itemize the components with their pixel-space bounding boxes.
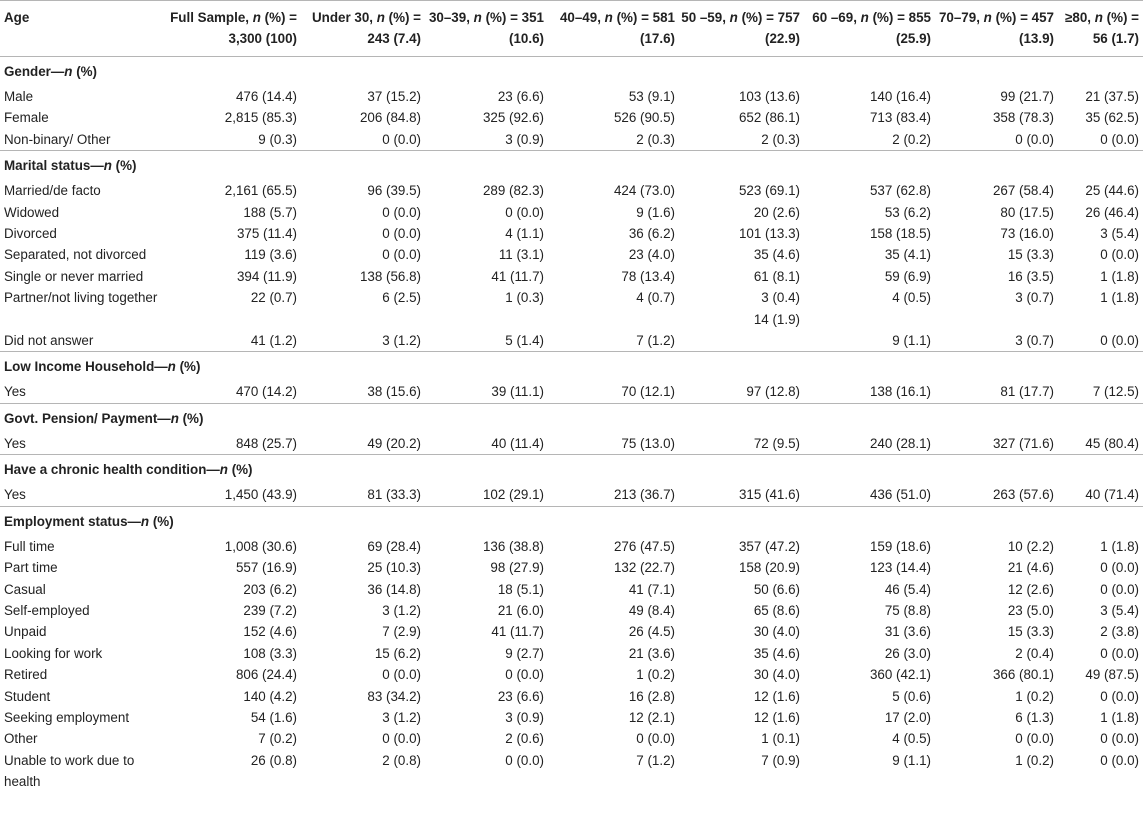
table-cell: 11 (3.1) bbox=[498, 247, 544, 263]
table-cell bbox=[679, 287, 804, 330]
table-cell: 9 (1.1) bbox=[892, 752, 931, 768]
section-title: Marital status—n (%) bbox=[0, 151, 1143, 181]
row-label: Male bbox=[4, 89, 34, 104]
table-row bbox=[0, 202, 1143, 223]
table-row bbox=[0, 664, 1143, 685]
table-cell: 23 (6.6) bbox=[497, 89, 544, 104]
table-cell: 46 (5.4) bbox=[884, 581, 931, 597]
table-cell: 3 (5.4) bbox=[1100, 602, 1139, 618]
table-cell: 49 (8.4) bbox=[628, 602, 675, 618]
table-cell: 0 (0.0) bbox=[1100, 752, 1139, 768]
table-cell: 557 (16.9) bbox=[235, 560, 297, 576]
table-cell: 0 (0.0) bbox=[382, 204, 421, 220]
table-cell: 41 (7.1) bbox=[628, 581, 675, 597]
table-cell: 103 (13.6) bbox=[738, 89, 800, 104]
table-row bbox=[0, 536, 1143, 557]
table-cell: 315 (41.6) bbox=[738, 487, 800, 503]
section-header bbox=[0, 455, 1143, 485]
table-cell: 30 (4.0) bbox=[753, 667, 800, 683]
table-cell: 50 (6.6) bbox=[753, 581, 800, 597]
table-cell: 12 (1.6) bbox=[753, 688, 800, 704]
section-title: Govt. Pension/ Payment—n (%) bbox=[0, 403, 1143, 433]
header-row bbox=[0, 1, 1143, 57]
table-cell: 78 (13.4) bbox=[621, 268, 675, 284]
table-cell: 35 (4.6) bbox=[753, 247, 800, 263]
table-cell: 138 (16.1) bbox=[869, 384, 931, 400]
table-cell: 69 (28.4) bbox=[367, 538, 421, 554]
table-row bbox=[0, 180, 1143, 201]
table-cell: 138 (56.8) bbox=[359, 268, 421, 284]
table-cell: 0 (0.0) bbox=[636, 731, 675, 747]
table-cell: 65 (8.6) bbox=[753, 602, 800, 618]
table-cell: 21 (3.6) bbox=[628, 645, 675, 661]
header-col-7: ≥80, n (%) = 56 (1.7) bbox=[1058, 1, 1143, 57]
table-cell: 2,161 (65.5) bbox=[224, 183, 297, 199]
table-cell: 102 (29.1) bbox=[482, 487, 544, 503]
row-label: Female bbox=[4, 110, 49, 126]
table-row bbox=[0, 750, 1143, 793]
table-cell: 41 (11.7) bbox=[491, 624, 544, 640]
table-cell: 806 (24.4) bbox=[235, 667, 297, 683]
header-col-6: 70–79, n (%) = 457 (13.9) bbox=[935, 1, 1058, 57]
table-cell: 152 (4.6) bbox=[243, 624, 297, 640]
table-cell: 0 (0.0) bbox=[382, 247, 421, 263]
row-label: Separated, not divorced bbox=[4, 247, 147, 263]
table-cell: 26 (3.0) bbox=[884, 645, 931, 661]
table-cell: 470 (14.2) bbox=[235, 384, 297, 400]
table-cell: 3 (1.2) bbox=[382, 602, 421, 618]
table-cell: 36 (14.8) bbox=[367, 581, 421, 597]
table-cell: 213 (36.7) bbox=[613, 487, 675, 503]
table-cell: 80 (17.5) bbox=[1000, 204, 1054, 220]
table-cell: 136 (38.8) bbox=[482, 538, 544, 554]
table-row bbox=[0, 266, 1143, 287]
table-cell: 424 (73.0) bbox=[613, 183, 675, 199]
table-cell: 39 (11.1) bbox=[491, 384, 544, 400]
row-label: Non-binary/ Other bbox=[4, 131, 111, 147]
table-cell: 9 (1.6) bbox=[636, 204, 675, 220]
row-label: Seeking employment bbox=[4, 709, 130, 725]
table-cell: 240 (28.1) bbox=[869, 435, 931, 451]
table-cell: 1 (0.1) bbox=[761, 731, 800, 747]
table-cell: 327 (71.6) bbox=[992, 435, 1054, 451]
table-cell: 523 (69.1) bbox=[738, 183, 800, 199]
table-cell bbox=[679, 330, 804, 352]
table-cell: 3 (1.2) bbox=[382, 709, 421, 725]
table-cell: 108 (3.3) bbox=[243, 645, 297, 661]
table-cell: 16 (2.8) bbox=[628, 688, 675, 704]
table-cell: 7 (0.2) bbox=[258, 731, 297, 747]
table-cell: 203 (6.2) bbox=[243, 581, 297, 597]
table-cell: 1 (1.8) bbox=[1100, 538, 1139, 554]
table-cell: 0 (0.0) bbox=[505, 752, 544, 768]
row-label: Full time bbox=[4, 538, 55, 554]
section-header bbox=[0, 57, 1143, 87]
table-row bbox=[0, 223, 1143, 244]
table-cell: 1 (1.8) bbox=[1100, 709, 1139, 725]
table-cell: 9 (2.7) bbox=[505, 645, 544, 661]
table-cell: 23 (4.0) bbox=[628, 247, 675, 263]
table-cell: 25 (10.3) bbox=[367, 560, 421, 576]
table-row bbox=[0, 86, 1143, 107]
table-cell: 15 (6.2) bbox=[374, 645, 421, 661]
table-cell: 18 (5.1) bbox=[497, 581, 544, 597]
table-cell: 7 (0.9) bbox=[761, 752, 800, 768]
table-cell: 73 (16.0) bbox=[1000, 226, 1054, 242]
table-cell: 3 (0.9) bbox=[505, 709, 544, 725]
table-cell: 53 (9.1) bbox=[628, 89, 675, 104]
table-cell: 0 (0.0) bbox=[1100, 581, 1139, 597]
table-cell: 4 (1.1) bbox=[505, 226, 544, 242]
table-cell: 3 (0.9) bbox=[505, 131, 544, 147]
table-cell: 7 (1.2) bbox=[636, 752, 675, 768]
table-cell: 35 (4.1) bbox=[884, 247, 931, 263]
row-label: Part time bbox=[4, 560, 58, 576]
table-cell: 6 (1.3) bbox=[1015, 709, 1054, 725]
table-cell: 26 (4.5) bbox=[628, 624, 675, 640]
table-cell: 7 (2.9) bbox=[382, 624, 421, 640]
row-label: Yes bbox=[4, 384, 26, 400]
table-cell: 17 (2.0) bbox=[884, 709, 931, 725]
table-cell: 53 (6.2) bbox=[884, 204, 931, 220]
table-row bbox=[0, 381, 1143, 403]
table-cell: 436 (51.0) bbox=[869, 487, 931, 503]
table-row bbox=[0, 107, 1143, 128]
table-cell: 3 (1.2) bbox=[382, 333, 421, 349]
table-row bbox=[0, 728, 1143, 749]
table-cell: 101 (13.3) bbox=[738, 226, 800, 242]
table-cell: 4 (0.7) bbox=[636, 290, 675, 306]
table-cell: 3 (0.7) bbox=[1015, 333, 1054, 349]
row-label: Married/de facto bbox=[4, 183, 101, 199]
table-cell: 206 (84.8) bbox=[359, 110, 421, 126]
table-cell: 3 (5.4) bbox=[1100, 226, 1139, 242]
table-cell: 0 (0.0) bbox=[505, 667, 544, 683]
table-cell: 70 (12.1) bbox=[621, 384, 675, 400]
table-cell: 158 (20.9) bbox=[738, 560, 800, 576]
table-cell: 25 (44.6) bbox=[1085, 183, 1139, 199]
table-cell: 2 (0.8) bbox=[382, 752, 421, 768]
section-header bbox=[0, 151, 1143, 181]
table-cell: 5 (1.4) bbox=[505, 333, 544, 349]
table-cell: 366 (80.1) bbox=[992, 667, 1054, 683]
table-cell: 358 (78.3) bbox=[992, 110, 1054, 126]
table-cell: 22 (0.7) bbox=[250, 290, 297, 306]
table-cell: 0 (0.0) bbox=[382, 731, 421, 747]
table-row bbox=[0, 579, 1143, 600]
table-cell: 9 (1.1) bbox=[892, 333, 931, 349]
table-cell: 15 (3.3) bbox=[1007, 247, 1054, 263]
table-cell: 1,450 (43.9) bbox=[224, 487, 297, 503]
table-cell: 2 (0.3) bbox=[636, 131, 675, 147]
table-cell: 267 (58.4) bbox=[992, 183, 1054, 199]
table-cell: 526 (90.5) bbox=[613, 110, 675, 126]
table-cell: 0 (0.0) bbox=[1015, 731, 1054, 747]
table-cell: 45 (80.4) bbox=[1085, 435, 1139, 451]
section-title: Low Income Household—n (%) bbox=[0, 352, 1143, 382]
table-cell: 1 (0.2) bbox=[636, 667, 675, 683]
table-row bbox=[0, 557, 1143, 578]
table-cell: 3 (0.7) bbox=[1015, 290, 1054, 306]
table-cell: 35 (62.5) bbox=[1085, 110, 1139, 126]
table-cell: 123 (14.4) bbox=[869, 560, 931, 576]
table-cell: 21 (37.5) bbox=[1085, 89, 1139, 104]
header-col-0: Full Sample, n (%) = 3,300 (100) bbox=[162, 1, 301, 57]
table-cell: 31 (3.6) bbox=[884, 624, 931, 640]
table-cell: 0 (0.0) bbox=[1100, 688, 1139, 704]
table-row bbox=[0, 330, 1143, 352]
table-cell: 99 (21.7) bbox=[1000, 89, 1054, 104]
row-label: Looking for work bbox=[4, 645, 103, 661]
section-title: Gender—n (%) bbox=[4, 64, 98, 79]
table-cell: 713 (83.4) bbox=[869, 110, 931, 126]
header-col-4: 50 –59, n (%) = 757 (22.9) bbox=[679, 1, 804, 57]
table-cell: 140 (16.4) bbox=[869, 89, 931, 104]
table-cell: 289 (82.3) bbox=[482, 183, 544, 199]
table-cell: 1 (1.8) bbox=[1100, 290, 1139, 306]
table-cell: 81 (33.3) bbox=[367, 487, 421, 503]
table-cell: 0 (0.0) bbox=[1100, 247, 1139, 263]
row-label: Casual bbox=[4, 581, 46, 597]
section-header bbox=[0, 506, 1143, 536]
row-label: Other bbox=[4, 731, 38, 747]
row-label: Widowed bbox=[4, 204, 60, 220]
table-cell: 325 (92.6) bbox=[482, 110, 544, 126]
table-cell: 21 (4.6) bbox=[1007, 560, 1054, 576]
table-cell: 16 (3.5) bbox=[1007, 268, 1054, 284]
table-cell: 6 (2.5) bbox=[382, 290, 421, 306]
table-cell: 0 (0.0) bbox=[382, 131, 421, 147]
table-cell: 37 (15.2) bbox=[367, 89, 421, 104]
table-cell: 0 (0.0) bbox=[505, 204, 544, 220]
table-cell: 26 (0.8) bbox=[250, 752, 297, 768]
table-row bbox=[0, 484, 1143, 506]
row-label: Yes bbox=[4, 487, 26, 503]
table-cell: 537 (62.8) bbox=[869, 183, 931, 199]
table-cell: 132 (22.7) bbox=[613, 560, 675, 576]
table-cell: 2 (0.3) bbox=[761, 131, 800, 147]
table-cell: 5 (0.6) bbox=[892, 688, 931, 704]
table-cell: 30 (4.0) bbox=[753, 624, 800, 640]
table-cell: 26 (46.4) bbox=[1085, 204, 1139, 220]
table-cell: 1 (0.2) bbox=[1015, 752, 1054, 768]
table-cell: 2 (0.2) bbox=[892, 131, 931, 147]
table-cell: 2 (0.4) bbox=[1015, 645, 1054, 661]
table-cell: 1,008 (30.6) bbox=[224, 538, 297, 554]
table-row bbox=[0, 600, 1143, 621]
section-header bbox=[0, 403, 1143, 433]
table-cell-line: 3 (0.4) bbox=[761, 290, 800, 306]
header-col-3: 40–49, n (%) = 581 (17.6) bbox=[548, 1, 679, 57]
section-title: Have a chronic health condition—n (%) bbox=[0, 455, 1143, 485]
table-row bbox=[0, 686, 1143, 707]
table-cell: 15 (3.3) bbox=[1007, 624, 1054, 640]
table-cell: 158 (18.5) bbox=[869, 226, 931, 242]
header-col-1: Under 30, n (%) = 243 (7.4) bbox=[301, 1, 425, 57]
table-cell: 0 (0.0) bbox=[382, 667, 421, 683]
table-cell: 0 (0.0) bbox=[382, 226, 421, 242]
table-row bbox=[0, 621, 1143, 642]
table-cell: 41 (1.2) bbox=[250, 333, 297, 349]
table-row bbox=[0, 707, 1143, 728]
table-cell: 2,815 (85.3) bbox=[224, 110, 297, 126]
table-cell: 1 (0.2) bbox=[1015, 688, 1054, 704]
table-cell: 394 (11.9) bbox=[236, 268, 297, 284]
table-cell: 35 (4.6) bbox=[753, 645, 800, 661]
table-body bbox=[0, 57, 1143, 793]
table-cell: 54 (1.6) bbox=[250, 709, 297, 725]
table-cell: 263 (57.6) bbox=[992, 487, 1054, 503]
table-cell: 140 (4.2) bbox=[243, 688, 297, 704]
table-cell: 239 (7.2) bbox=[243, 602, 297, 618]
table-row bbox=[0, 287, 1143, 330]
table-cell: 0 (0.0) bbox=[1100, 131, 1139, 147]
table-cell: 360 (42.1) bbox=[869, 667, 931, 683]
table-cell: 1 (1.8) bbox=[1100, 268, 1139, 284]
table-cell: 188 (5.7) bbox=[243, 204, 297, 220]
table-cell: 7 (12.5) bbox=[1092, 384, 1139, 400]
table-cell: 2 (3.8) bbox=[1100, 624, 1139, 640]
table-cell: 12 (2.1) bbox=[628, 709, 675, 725]
table-cell: 49 (20.2) bbox=[367, 435, 421, 451]
header-col-2: 30–39, n (%) = 351 (10.6) bbox=[425, 1, 548, 57]
table-cell: 41 (11.7) bbox=[491, 268, 544, 284]
table-cell: 0 (0.0) bbox=[1100, 333, 1139, 349]
row-label: Self-employed bbox=[4, 602, 90, 618]
table-cell: 72 (9.5) bbox=[753, 435, 800, 451]
table-cell: 20 (2.6) bbox=[753, 204, 800, 220]
row-label: Yes bbox=[4, 435, 26, 451]
table-cell: 23 (5.0) bbox=[1007, 602, 1054, 618]
section-title: Employment status—n (%) bbox=[0, 506, 1143, 536]
table-cell: 38 (15.6) bbox=[367, 384, 421, 400]
table-cell: 23 (6.6) bbox=[497, 688, 544, 704]
row-label: Retired bbox=[4, 667, 48, 683]
table-cell: 357 (47.2) bbox=[738, 538, 800, 554]
table-cell: 375 (11.4) bbox=[236, 226, 297, 242]
table-cell: 49 (87.5) bbox=[1085, 667, 1139, 683]
table-cell: 10 (2.2) bbox=[1007, 538, 1054, 554]
table-cell: 0 (0.0) bbox=[1015, 131, 1054, 147]
table-cell: 75 (13.0) bbox=[621, 435, 675, 451]
table-cell: 12 (1.6) bbox=[753, 709, 800, 725]
row-label: Single or never married bbox=[4, 268, 144, 284]
row-label: Student bbox=[4, 688, 51, 704]
table-cell: 9 (0.3) bbox=[258, 131, 297, 147]
table-cell: 21 (6.0) bbox=[497, 602, 544, 618]
header-age: Age bbox=[0, 1, 162, 57]
table-cell: 476 (14.4) bbox=[235, 89, 297, 104]
table-cell: 36 (6.2) bbox=[628, 226, 675, 242]
table-cell: 4 (0.5) bbox=[892, 731, 931, 747]
table-cell: 4 (0.5) bbox=[892, 290, 931, 306]
table-cell: 119 (3.6) bbox=[244, 247, 297, 263]
table-row bbox=[0, 433, 1143, 455]
row-label: Partner/not living together bbox=[4, 290, 158, 306]
row-label: Did not answer bbox=[4, 333, 94, 349]
table-cell: 848 (25.7) bbox=[235, 435, 297, 451]
row-label: Divorced bbox=[4, 226, 57, 242]
row-label: Unable to work due to health bbox=[4, 752, 135, 790]
table-cell: 0 (0.0) bbox=[1100, 560, 1139, 576]
table-row bbox=[0, 244, 1143, 265]
row-label: Unpaid bbox=[4, 624, 47, 640]
table-cell: 276 (47.5) bbox=[613, 538, 675, 554]
table-cell: 97 (12.8) bbox=[746, 384, 800, 400]
table-cell: 652 (86.1) bbox=[738, 110, 800, 126]
table-cell: 7 (1.2) bbox=[636, 333, 675, 349]
table-cell: 0 (0.0) bbox=[1100, 645, 1139, 661]
table-row bbox=[0, 643, 1143, 664]
table-cell: 1 (0.3) bbox=[505, 290, 544, 306]
table-cell: 159 (18.6) bbox=[869, 538, 931, 554]
table-cell-line: 14 (1.9) bbox=[753, 311, 800, 327]
table-cell: 59 (6.9) bbox=[884, 268, 931, 284]
table-cell: 98 (27.9) bbox=[490, 560, 544, 576]
table-cell: 61 (8.1) bbox=[753, 268, 800, 284]
table-row bbox=[0, 129, 1143, 151]
table-cell: 83 (34.2) bbox=[367, 688, 421, 704]
table-cell: 81 (17.7) bbox=[1000, 384, 1054, 400]
header-col-5: 60 –69, n (%) = 855 (25.9) bbox=[804, 1, 935, 57]
table-cell: 40 (11.4) bbox=[491, 435, 544, 451]
table-cell: 96 (39.5) bbox=[367, 183, 421, 199]
table-cell: 40 (71.4) bbox=[1085, 487, 1139, 503]
table-cell: 2 (0.6) bbox=[505, 731, 544, 747]
table-cell: 0 (0.0) bbox=[1100, 731, 1139, 747]
table-cell: 75 (8.8) bbox=[884, 602, 931, 618]
section-header bbox=[0, 352, 1143, 382]
table-cell: 12 (2.6) bbox=[1007, 581, 1054, 597]
